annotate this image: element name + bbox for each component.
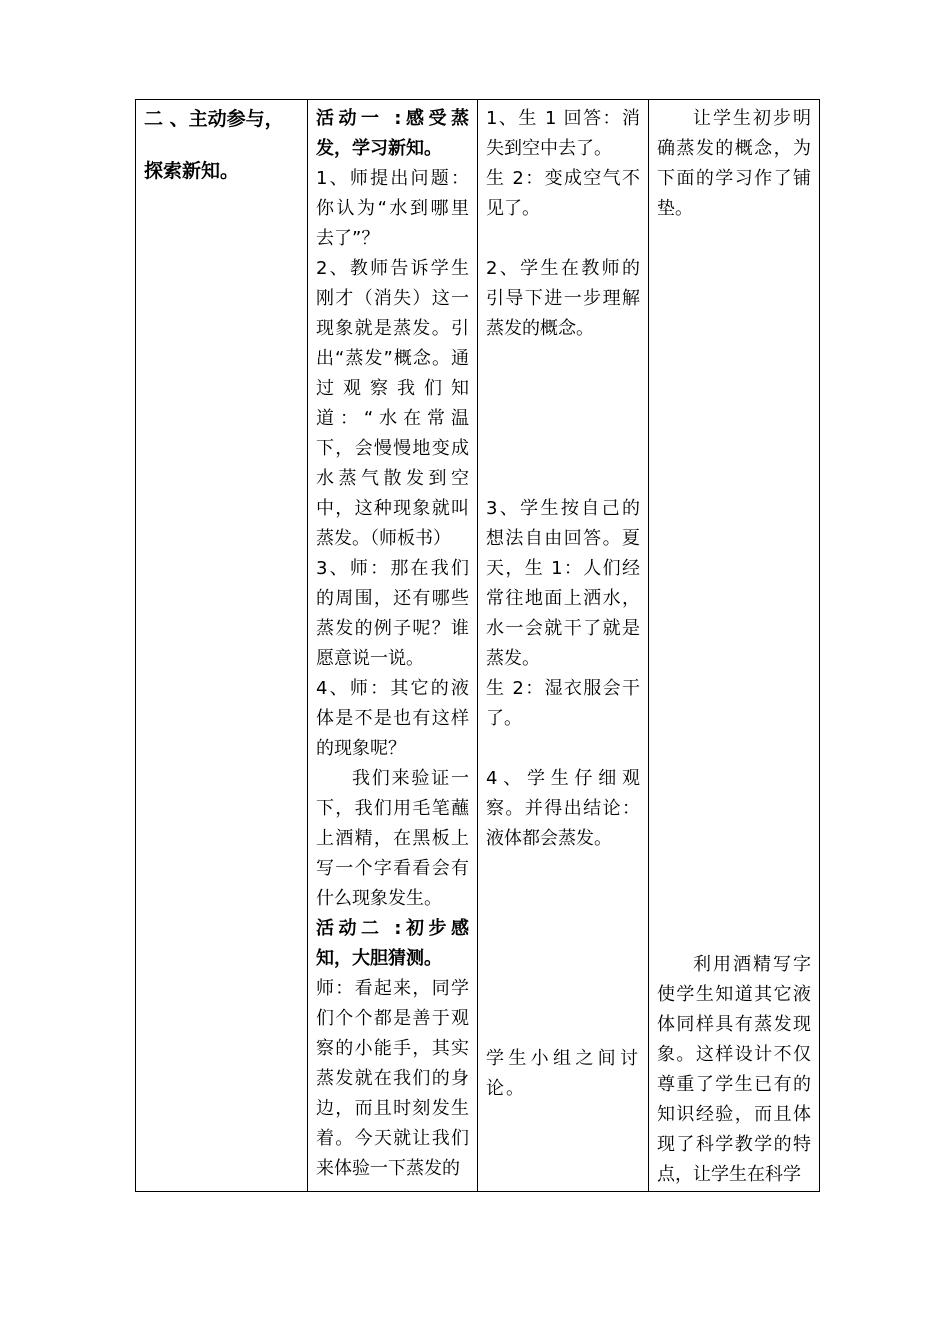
student-answer-3: 3、学生按自己的想法自由回答。夏天，生 1：人们经常往地面上洒水，水一会就干了就是蒸发。	[486, 498, 640, 669]
section-title-line2: 探索新知。	[144, 160, 240, 182]
student-answer-3b: 生 2：湿衣服会干了。	[486, 678, 640, 729]
teacher-step-1: 1、师提出问题：你认为“水到哪里去了”？	[316, 168, 469, 249]
design-intent-1: 让学生初步明确蒸发的概念，为下面的学习作了铺垫。	[657, 108, 811, 219]
teacher-step-4-detail: 我们来验证一下，我们用毛笔蘸上酒精，在黑板上写一个字看看会有什么现象发生。	[316, 768, 469, 909]
section-title-line1: 二 、主动参与，	[144, 108, 284, 130]
student-answer-4: 4、学生仔细观察。并得出结论：液体都会蒸发。	[486, 768, 640, 849]
student-answer-1b: 生 2：变成空气不见了。	[486, 168, 640, 219]
student-answer-2: 2、学生在教师的引导下进一步理解蒸发的概念。	[486, 258, 640, 339]
design-intent-cell	[649, 100, 819, 1191]
student-activity-cell	[478, 100, 648, 1191]
teacher-step-5: 师：看起来，同学们个个都是善于观察的小能手，其实蒸发就在我们的身边，而且时刻发生着。今天就让我们来体验一下蒸发的	[316, 978, 469, 1179]
student-answer-1: 1、生 1 回答：消失到空中去了。	[486, 108, 640, 159]
activity1-title: 活动一 :感受蒸发，学习新知。	[316, 108, 469, 159]
lesson-plan-table	[135, 99, 820, 1192]
teacher-activity-cell	[308, 100, 477, 1191]
teacher-step-4: 4、师：其它的液体是不是也有这样的现象呢？	[316, 678, 469, 759]
activity2-title: 活动二 :初步感知，大胆猜测。	[316, 918, 469, 969]
student-answer-5: 学生小组之间讨论。	[486, 1048, 640, 1099]
section-title-cell	[136, 100, 307, 1191]
teacher-step-2: 2、教师告诉学生刚才（消失）这一现象就是蒸发。引出“蒸发”概念。通过观察我们知道：“水在常温下，会慢慢地变成水蒸气散发到空中，这种现象就叫蒸发。（师板书）	[316, 258, 469, 549]
teacher-step-3: 3、师：那在我们的周围，还有哪些蒸发的例子呢？谁愿意说一说。	[316, 558, 469, 669]
design-intent-2: 利用酒精写字使学生知道其它液体同样具有蒸发现象。这样设计不仅尊重了学生已有的知识经验，而且体现了科学教学的特点，让学生在科学	[657, 954, 811, 1185]
